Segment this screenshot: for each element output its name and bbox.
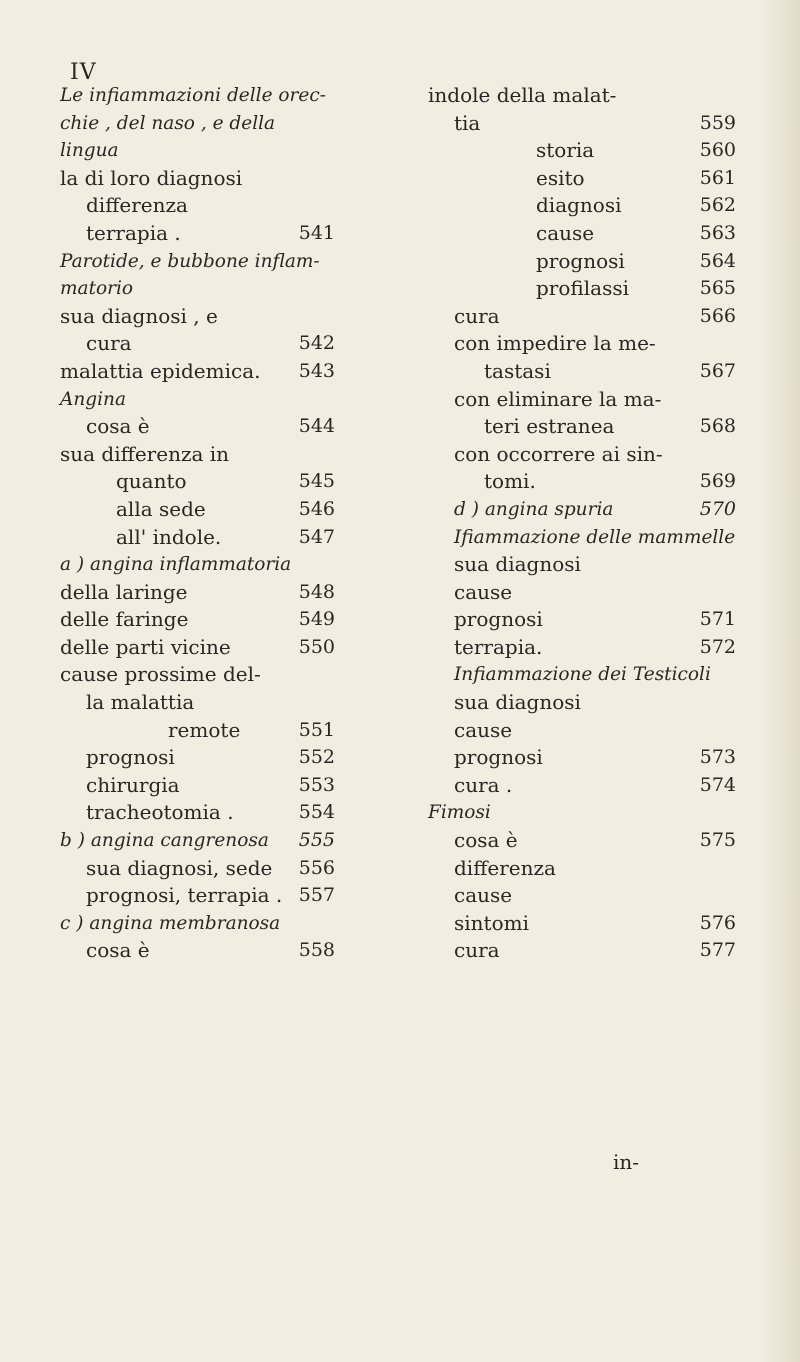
- entry-page-number: 565: [699, 277, 736, 300]
- entry-text: sua differenza in: [60, 441, 230, 466]
- index-entry: [60, 330, 390, 358]
- entry-text: prognosi: [536, 248, 625, 273]
- index-entry: [60, 772, 390, 800]
- entry-text: matorio: [60, 278, 134, 300]
- index-entry: [60, 524, 390, 552]
- index-entry: [60, 689, 390, 717]
- entry-page-number: 541: [298, 221, 335, 244]
- entry-text: prognosi: [454, 607, 543, 632]
- entry-page-number: 544: [298, 415, 335, 438]
- index-entry: [428, 717, 738, 745]
- entry-page-number: 553: [298, 773, 335, 796]
- index-entry: [428, 468, 738, 496]
- index-entry: [60, 386, 390, 414]
- entry-page-number: 566: [699, 304, 736, 327]
- index-entry: [60, 303, 390, 331]
- entry-page-number: 564: [699, 249, 736, 272]
- index-entry: [428, 330, 738, 358]
- entry-page-number: 542: [298, 332, 335, 355]
- index-entry: [428, 82, 738, 110]
- entry-text: c ) angina membranosa: [60, 912, 281, 934]
- entry-text: diagnosi: [536, 193, 622, 218]
- entry-text: Le infiammazioni delle orec-: [60, 85, 326, 106]
- entry-text: tia: [454, 110, 481, 135]
- entry-text: cause: [536, 220, 595, 245]
- index-entry: [60, 937, 390, 965]
- index-entry: [428, 772, 738, 800]
- entry-page-number: 561: [699, 166, 736, 189]
- entry-text: Infiammazione dei Testicoli: [454, 664, 711, 686]
- entry-text: delle parti vicine: [60, 634, 231, 659]
- entry-text: d ) angina spuria: [454, 498, 614, 520]
- entry-page-number: 577: [699, 939, 736, 962]
- entry-text: tracheotomia .: [86, 800, 234, 825]
- entry-page-number: 569: [699, 470, 736, 493]
- entry-text: sua diagnosi: [454, 690, 581, 715]
- index-entry: [428, 827, 738, 855]
- entry-page-number: 572: [699, 635, 736, 658]
- entry-page-number: 546: [298, 497, 335, 520]
- entry-text: con impedire la me-: [454, 331, 656, 356]
- index-entry: [60, 551, 390, 579]
- index-entry: [60, 744, 390, 772]
- entry-text: storia: [536, 138, 595, 163]
- index-entry: [428, 855, 738, 883]
- index-entry: [428, 882, 738, 910]
- entry-text: prognosi: [454, 745, 543, 770]
- entry-page-number: 558: [298, 939, 335, 962]
- entry-text: all' indole.: [116, 524, 222, 549]
- entry-page-number: 571: [699, 608, 736, 631]
- entry-text: cosa è: [86, 414, 150, 439]
- index-entry: [60, 717, 390, 745]
- entry-text: alla sede: [116, 496, 206, 521]
- page-edge-stain: [760, 0, 800, 1362]
- index-entry: [60, 606, 390, 634]
- entry-page-number: 562: [699, 194, 736, 217]
- entry-text: lingua: [60, 140, 119, 162]
- index-entry: [428, 524, 738, 552]
- entry-page-number: 547: [298, 525, 335, 548]
- entry-text: cause: [454, 579, 513, 604]
- catchword: in-: [613, 1150, 640, 1174]
- entry-text: la di loro diagnosi: [60, 165, 243, 190]
- entry-text: teri estranea: [484, 414, 615, 439]
- entry-text: differenza: [454, 855, 556, 880]
- index-entry: [428, 606, 738, 634]
- entry-text: profilassi: [536, 276, 629, 301]
- entry-text: della laringe: [60, 579, 188, 604]
- page-number: IV: [70, 60, 97, 85]
- entry-page-number: 559: [699, 111, 736, 134]
- entry-page-number: 576: [699, 911, 736, 934]
- index-entry: [60, 855, 390, 883]
- index-entry: [60, 192, 390, 220]
- entry-text: cura: [86, 331, 132, 356]
- entry-text: cause prossime del-: [60, 662, 261, 687]
- entry-text: Angina: [60, 388, 126, 410]
- entry-text: Fimosi: [428, 802, 491, 824]
- index-entry: [60, 165, 390, 193]
- index-entry: [60, 579, 390, 607]
- index-entry: [428, 137, 738, 165]
- entry-text: delle faringe: [60, 607, 189, 632]
- index-entry: [60, 358, 390, 386]
- index-entry: [428, 220, 738, 248]
- entry-text: cause: [454, 717, 513, 742]
- entry-text: remote: [168, 717, 241, 742]
- entry-page-number: 573: [699, 746, 736, 769]
- index-entry: [428, 248, 738, 276]
- entry-text: Ifiammazione delle mammelle: [454, 526, 736, 548]
- index-entry: [60, 882, 390, 910]
- index-entry: [60, 248, 390, 276]
- entry-text: cosa è: [86, 938, 150, 963]
- entry-text: sua diagnosi , e: [60, 303, 218, 328]
- index-entry: [428, 275, 738, 303]
- entry-text: b ) angina cangrenosa: [60, 830, 269, 852]
- entry-page-number: 575: [699, 829, 736, 852]
- index-entry: [428, 110, 738, 138]
- entry-page-number: 554: [298, 801, 335, 824]
- entry-text: terrapia .: [86, 220, 181, 245]
- index-entry: [428, 634, 738, 662]
- index-entry: [428, 303, 738, 331]
- index-entry: [428, 413, 738, 441]
- entry-text: cause: [454, 883, 513, 908]
- entry-page-number: 568: [699, 415, 736, 438]
- entry-page-number: 570: [699, 497, 736, 520]
- index-entry: [60, 441, 390, 469]
- index-entry: [60, 110, 390, 138]
- entry-page-number: 552: [298, 746, 335, 769]
- entry-text: con eliminare la ma-: [454, 386, 662, 411]
- index-entry: [60, 137, 390, 165]
- entry-text: esito: [536, 165, 585, 190]
- entry-text: prognosi: [86, 745, 175, 770]
- entry-text: malattia epidemica.: [60, 358, 261, 383]
- entry-text: la malattia: [86, 690, 195, 715]
- index-entry: [60, 413, 390, 441]
- entry-page-number: 563: [699, 221, 736, 244]
- index-entry: [428, 192, 738, 220]
- entry-page-number: 567: [699, 359, 736, 382]
- entry-text: cura: [454, 303, 500, 328]
- entry-page-number: 550: [298, 635, 335, 658]
- entry-text: chie , del naso , e della: [60, 112, 276, 134]
- entry-page-number: 556: [298, 856, 335, 879]
- entry-text: terrapia.: [454, 634, 543, 659]
- entry-page-number: 548: [298, 580, 335, 603]
- index-entry: [428, 496, 738, 524]
- entry-text: tastasi: [484, 358, 551, 383]
- entry-text: sua diagnosi, sede: [86, 855, 273, 880]
- index-entry: [60, 799, 390, 827]
- entry-text: cosa è: [454, 828, 518, 853]
- index-entry: [428, 386, 738, 414]
- index-entry: [60, 661, 390, 689]
- entry-text: cura .: [454, 772, 513, 797]
- index-entry: [60, 496, 390, 524]
- index-entry: [428, 661, 738, 689]
- right-column: [428, 82, 738, 965]
- index-entry: [60, 275, 390, 303]
- entry-page-number: 560: [699, 139, 736, 162]
- entry-page-number: 551: [298, 718, 335, 741]
- index-entry: [60, 827, 390, 855]
- entry-page-number: 549: [298, 608, 335, 631]
- index-entry: [60, 82, 390, 110]
- entry-page-number: 574: [699, 773, 736, 796]
- entry-text: Parotide, e bubbone inflam-: [60, 250, 320, 272]
- entry-page-number: 557: [298, 884, 335, 907]
- index-entry: [428, 910, 738, 938]
- entry-page-number: 543: [298, 359, 335, 382]
- entry-text: chirurgia: [86, 772, 180, 797]
- entry-page-number: 545: [298, 470, 335, 493]
- index-entry: [428, 689, 738, 717]
- index-entry: [428, 799, 738, 827]
- entry-text: quanto: [116, 469, 187, 494]
- left-column: [60, 82, 390, 965]
- index-entry: [60, 220, 390, 248]
- entry-text: sintomi: [454, 910, 529, 935]
- index-entry: [428, 579, 738, 607]
- index-entry: [428, 937, 738, 965]
- entry-page-number: 555: [298, 829, 335, 852]
- entry-text: con occorrere ai sin-: [454, 441, 663, 466]
- index-entry: [60, 634, 390, 662]
- index-entry: [60, 468, 390, 496]
- entry-text: tomi.: [484, 469, 536, 494]
- index-entry: [428, 441, 738, 469]
- entry-text: a ) angina inflammatoria: [60, 554, 292, 576]
- index-entry: [428, 551, 738, 579]
- index-entry: [428, 165, 738, 193]
- index-entry: [60, 910, 390, 938]
- index-entry: [428, 358, 738, 386]
- entry-text: cura: [454, 938, 500, 963]
- entry-text: prognosi, terrapia .: [86, 883, 283, 908]
- entry-text: indole della malat-: [428, 83, 617, 107]
- entry-text: differenza: [86, 193, 188, 218]
- index-entry: [428, 744, 738, 772]
- entry-text: sua diagnosi: [454, 552, 581, 577]
